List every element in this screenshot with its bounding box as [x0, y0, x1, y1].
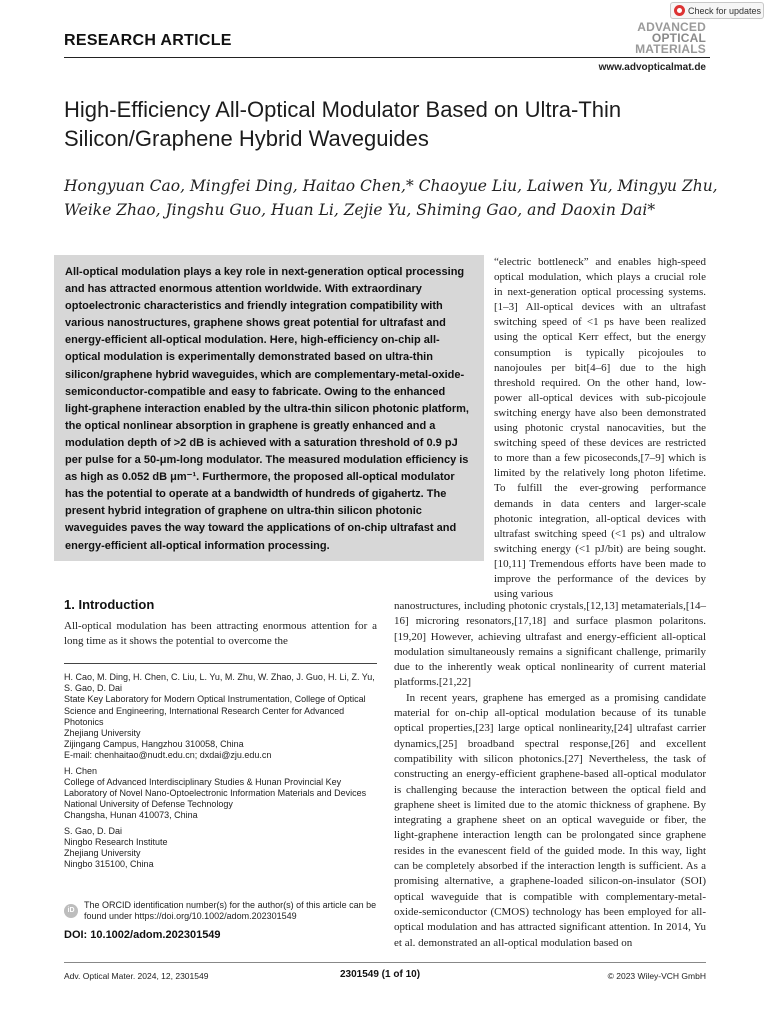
check-for-updates-label: Check for updates [688, 5, 762, 16]
author-list: Hongyuan Cao, Mingfei Ding, Haitao Chen,* Chaoyue Liu, Laiwen Yu, Mingyu Zhu, Weike Zhao, Jingshu Guo, Huan Li, Zejie Yu, Shiming Gao, and Daoxin Dai* [64, 177, 718, 219]
journal-logo [622, 22, 706, 55]
affiliation-entry: S. Gao, D. Dai Ningbo Research Institute Zhejiang University Ningbo 315100, China [64, 825, 168, 870]
article-title: High-Efficiency All-Optical Modulator Based on Ultra-Thin Silicon/Graphene Hybrid Waveguides [64, 97, 622, 151]
doi-link[interactable]: DOI: 10.1002/adom.202301549 [64, 929, 221, 941]
crossmark-icon [674, 5, 685, 16]
body-paragraph: nanostructures, including photonic crystals,[12,13] metamaterials,[14–16] microring resonators,[17,18] and surface plasmon polaritons.[19,20] However, achieving ultrafast and energy-efficient all-optical modulation simultaneously remains a significant challenge, primarily due to the inherently weak optical nonlinearity of current material platforms.[21,22] [394, 600, 706, 689]
footer-page-number: 2301549 (1 of 10) [339, 969, 421, 980]
affiliations-block [64, 672, 377, 874]
logo-line-3: MATERIALS [635, 42, 706, 56]
header-divider [64, 57, 710, 58]
footer-citation: Adv. Optical Mater. 2024, 12, 2301549 [64, 971, 209, 981]
orcid-note-text[interactable]: The ORCID identification number(s) for the author(s) of this article can be found under https://doi.org/10.1002/adom.202301549 [84, 900, 377, 922]
right-column-paragraph: “electric bottleneck” and enables high-speed optical modulation, which plays a crucial role in next-generation optical processing systems.[1–3] All-optical devices with an ultrafast switching speed of <1 ps have been realized using the optical Kerr effect, but the energy consumption is typically picojoules to nanojoules per bit[4–6] due to the high threshold required. On the other hand, low-power all-optical devices with sub-picojoule switching energy have also been demonstrated using photonic crystal nanocavities, but the switching speed of these devices are restricted to more than a few picoseconds,[7–9] which is limited by the relatively long photon lifetime. To fulfill the ever-growing performance demands in data centers and larger-scale photonic integration, all-optical devices with ultrafast switching speed (<1 ps) and ultralow switching energy (<1 pJ/bit) are being sought.[10,11] Tremendous efforts have been made to improve the performance of the devices by using various [494, 256, 706, 601]
article-type-label: RESEARCH ARTICLE [64, 32, 232, 49]
abstract-box [54, 255, 484, 561]
affiliation-entry: H. Chen College of Advanced Interdisciplinary Studies & Hunan Provincial Key Laboratory of Novel Nano-Optoelectronic Information Materials and Devices National University of Defense Technology Changsha, Hunan 410073, China [64, 765, 367, 821]
check-for-updates-button[interactable] [670, 2, 764, 19]
right-column-text [494, 255, 706, 602]
orcid-icon: iD [64, 904, 78, 918]
affiliation-entry: H. Cao, M. Ding, H. Chen, C. Liu, L. Yu, M. Zhu, W. Zhao, J. Guo, H. Li, Z. Yu, S. Gao, D. Dai State Key Laboratory for Modern Optical Instrumentation, College of Optical Science and Engineering, International Research Center for Advanced Photonics Zhejiang University Zijingang Campus, Hangzhou 310058, China E-mail: chenhaitao@nudt.edu.cn; dxdai@zju.edu.cn [64, 672, 375, 761]
logo-line-1: ADVANCED [637, 20, 706, 34]
logo-line-2: OPTICAL [651, 31, 706, 45]
introduction-text: All-optical modulation has been attracting enormous attention for a long time as it shows the potential to overcome the [64, 620, 377, 648]
orcid-note [64, 900, 377, 922]
abstract-text: All-optical modulation plays a key role in next-generation optical processing and has attracted enormous attention worldwide. With extraordinary optoelectronic characteristics and friendly integration compatibility with various nanostructures, graphene shows great potential for ultrafast and energy-efficient all-optical modulation. Here, high-efficiency on-chip all-optical modulation is experimentally demonstrated based on ultra-thin silicon/graphene hybrid waveguides, which are complementary-metal-oxide-semiconductor-compatible and easy to fabricate. Owing to the enhanced light-graphene interaction enabled by the ultra-thin silicon photonic platform, the optical nonlinear absorption in graphene is greatly enhanced and a modulation depth of >2 dB is achieved with a saturation threshold of 0.9 pJ per pulse for a 50-μm-long modulator. The measured modulation efficiency is as high as 0.052 dB μm⁻¹. Furthermore, the proposed all-optical modulator has the potential to operate at a bandwidth of hundreds of gigahertz. The present hybrid integration of graphene on ultra-thin silicon photonic waveguides paves the way toward the applications of on-chip ultrafast and energy-efficient all-optical information processing. [65, 266, 469, 552]
affiliation-divider [64, 663, 377, 664]
section-heading-introduction: 1. Introduction [64, 597, 155, 612]
journal-website-link[interactable]: www.advopticalmat.de [598, 62, 706, 73]
body-paragraph: In recent years, graphene has emerged as a promising candidate material for on-chip all-optical modulation because of its tunable optical properties,[23] large optical nonlinearity,[24] ultrafast carrier dynamics,[25] broadband spectral response,[26] and excellent compatibility with silicon photonics.[27] Nevertheless, the task of constructing an energy-efficient graphene-based all-optical modulator is challenging because the interaction between the optical field and graphene sheet is limited due to the atomic thickness of graphene. By integrating a graphene sheet on an optical waveguide or fiber, the light-graphene interaction length can be prolongated since graphene resides in the evanescent field of the guided mode. In this way, light can be completely absorbed if the interaction length is sufficient. As a promising alternative, a graphene-loaded silicon-on-insulator (SOI) optical waveguide that is compatible with complementary-metal-oxide-semiconductor (CMOS) technology has been employed for all-optical modulation and has attracted significant attention. In 2014, Yu et al. demonstrated an all-optical modulation based on [394, 691, 706, 949]
footer-copyright: © 2023 Wiley-VCH GmbH [607, 971, 706, 981]
footer-divider [64, 962, 706, 963]
main-body-column [394, 599, 706, 951]
